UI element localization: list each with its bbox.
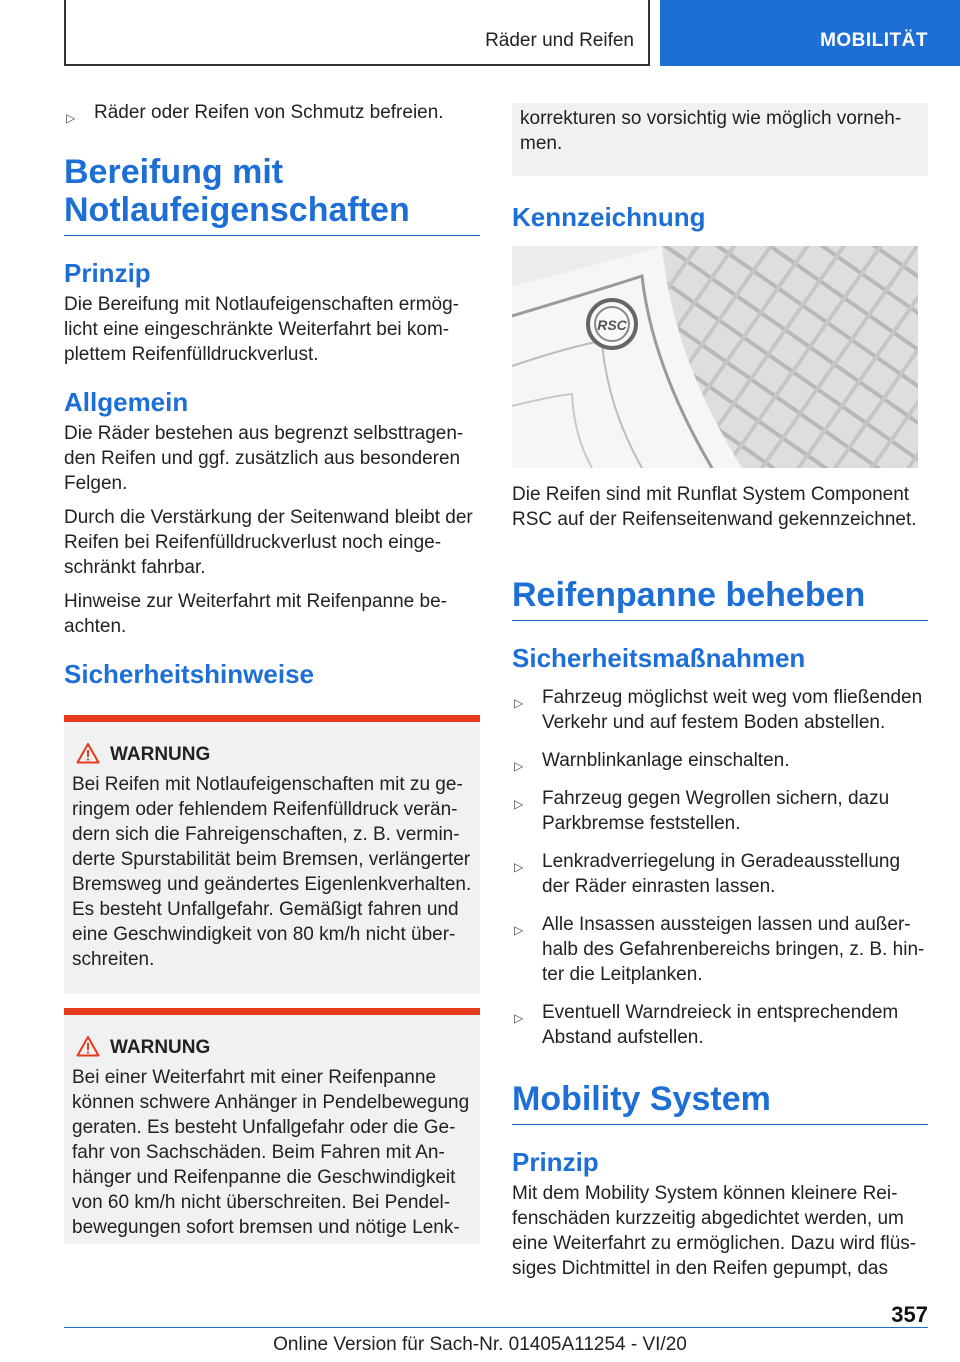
triangle-right-icon: ▷ [514, 923, 524, 937]
list-item [64, 100, 480, 125]
right-column [512, 103, 928, 1290]
header-chapter-tab [660, 0, 960, 66]
paragraph: Die Räder bestehen aus begrenzt selbsttragenden Reifen und ggf. zusätzlich aus besonderen Felgen. [64, 423, 464, 494]
section-title: Reifenpanne beheben [512, 576, 928, 621]
subsection-title: Prinzip [512, 1147, 599, 1177]
list-item-text: Fahrzeug gegen Wegrollen sichern, dazu Parkbremse feststellen. [542, 788, 890, 834]
warning-label: WARNUNG [110, 744, 211, 765]
paragraph: Mit dem Mobility System können kleinere Reifenschäden kurzzeitig abgedichtet werden, um eine Weiterfahrt zu ermöglichen. Dazu wird flüssiges Dichtmittel in den Reifen gepumpt, das [512, 1183, 917, 1279]
warning-triangle-icon [76, 1035, 100, 1057]
warning-text: korrekturen so vorsichtig wie möglich vornehmen. [520, 108, 902, 154]
list-item [512, 748, 928, 773]
list-item-text: Fahrzeug möglichst weit weg vom fließenden Verkehr und auf festem Boden abstellen. [542, 687, 923, 733]
triangle-right-icon: ▷ [514, 860, 524, 874]
list-item-text: Eventuell Warndreieck in entsprechendem Abstand aufstellen. [542, 1002, 899, 1048]
triangle-right-icon: ▷ [514, 696, 524, 710]
triangle-right-icon: ▷ [66, 111, 76, 125]
triangle-right-icon: ▷ [514, 797, 524, 811]
list-item [512, 685, 928, 735]
list-item [512, 912, 928, 987]
header-section-title: Räder und Reifen [485, 30, 634, 51]
paragraph: Hinweise zur Weiterfahrt mit Reifenpanne beachten. [64, 591, 447, 637]
page-number: 357 [891, 1302, 928, 1327]
footer-online-version: Online Version für Sach-Nr. 01405A11254 - VI/20 [273, 1334, 687, 1355]
warning-text: Bei einer Weiterfahrt mit einer Reifenpanne können schwere Anhänger in Pendelbewegung geraten. Es besteht Unfallgefahr oder die Gefahr von Sachschäden. Beim Fahren mit Anhänger und Reifenpanne die Geschwindigkeit von 60 km/h nicht überschreiten. Bei Pendelbewegungen sofort bremsen und nötige Lenk- [72, 1067, 470, 1238]
subsection-title: Kennzeichnung [512, 202, 706, 232]
paragraph: Durch die Verstärkung der Seitenwand bleibt der Reifen bei Reifenfülldruckverlust noch eingeschränkt fahrbar. [64, 507, 473, 578]
triangle-right-icon: ▷ [514, 759, 524, 773]
section-title: Mobility System [512, 1080, 928, 1125]
rsc-logo-text: RSC [597, 317, 627, 333]
triangle-right-icon: ▷ [514, 1011, 524, 1025]
header-chapter-title: MOBILITÄT [820, 30, 928, 51]
list-item [512, 849, 928, 899]
warning-heading [72, 744, 472, 766]
warning-text: Bei Reifen mit Notlaufeigenschaften mit zu geringem oder fehlendem Reifenfülldruck verändern sich die Fahreigenschaften, z. B. verminderte Spurstabilität beim Bremsen, verlängerter Bremsweg und geändertes Eigenlenkverhalten. Es besteht Unfallgefahr. Gemäßigt fahren und eine Geschwindigkeit von 80 km/h nicht überschreiten. [72, 774, 472, 970]
list-item-text: Lenkradverriegelung in Geradeausstellung der Räder einrasten lassen. [542, 851, 901, 897]
warning-triangle-icon [76, 742, 100, 764]
footer-divider [64, 1327, 928, 1328]
safety-measures-list [512, 685, 928, 1050]
subsection-title: Allgemein [64, 387, 189, 417]
header-section-tab [64, 0, 650, 66]
warning-box-continued [512, 103, 928, 176]
subsection-title: Sicherheitsmaßnahmen [512, 643, 806, 673]
warning-heading [72, 1037, 472, 1059]
subsection-title: Prinzip [64, 258, 151, 288]
left-column [64, 100, 480, 1258]
list-item [512, 786, 928, 836]
page-header [0, 0, 960, 66]
warning-box [64, 715, 480, 994]
paragraph: Die Bereifung mit Notlaufeigenschaften ermöglicht eine eingeschränkte Weiterfahrt bei komplettem Reifenfülldruckverlust. [64, 294, 459, 365]
list-item-text: Räder oder Reifen von Schmutz befreien. [94, 102, 444, 123]
warning-box [64, 1008, 480, 1244]
section-title: Bereifung mit Notlaufeigenschaften [64, 153, 480, 236]
figure-caption: Die Reifen sind mit Runflat System Component RSC auf der Reifenseitenwand gekennzeichnet. [512, 484, 917, 530]
list-item-text: Warnblinkanlage einschalten. [542, 750, 790, 771]
list-item-text: Alle Insassen aussteigen lassen und außerhalb des Gefahrenbereichs bringen, z. B. hinter die Leitplanken. [542, 914, 925, 985]
list-item [512, 1000, 928, 1050]
warning-label: WARNUNG [110, 1037, 211, 1058]
subsection-title: Sicherheitshinweise [64, 659, 314, 689]
tire-sidewall-figure [512, 246, 918, 468]
